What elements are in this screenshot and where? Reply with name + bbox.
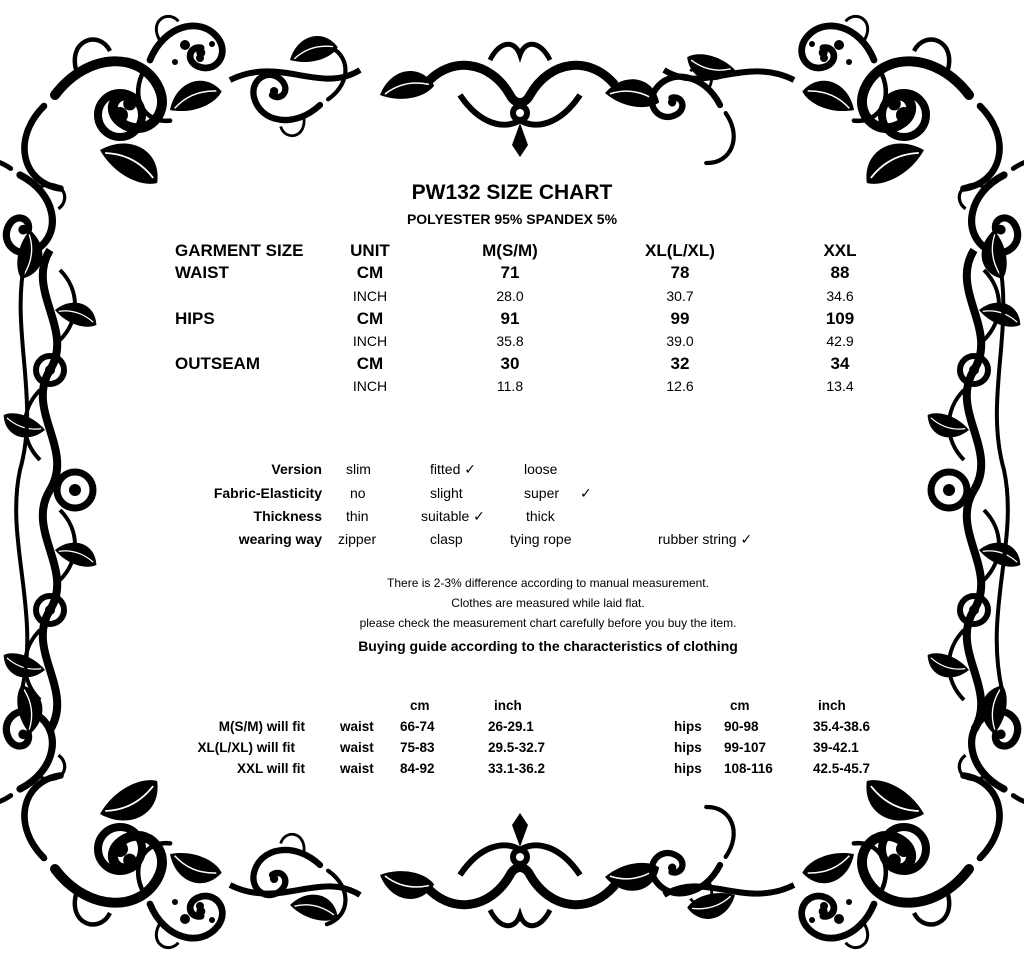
row-label-outseam: OUTSEAM [175,354,260,373]
guide-row-label: XL(L/XL) will fit [197,740,295,755]
note-line: please check the measurement chart carefully before you buy the item. [359,616,737,630]
attr-label-version: Version [271,461,322,477]
attr-option: suitable ✓ [421,508,485,524]
guide-hips-cm: 108-116 [724,761,773,776]
guide-waist-label: waist [340,719,374,734]
material-subtitle: POLYESTER 95% SPANDEX 5% [406,211,618,227]
attr-label-thickness: Thickness [253,508,322,524]
guide-row-label: XXL will fit [236,761,305,776]
hips-cm-xxl: 109 [825,309,855,328]
page-title: PW132 SIZE CHART [411,181,613,204]
outseam-inch-xl: 12.6 [666,378,694,394]
note-line: Clothes are measured while laid flat. [451,596,645,610]
hips-cm-unit: CM [356,309,384,328]
attr-option: fitted ✓ [430,461,476,477]
hips-cm-xl: 99 [670,309,690,328]
guide-hips-label: hips [674,761,702,776]
outseam-cm-m: 30 [500,354,520,373]
attr-label-wearing-way: wearing way [238,531,322,547]
guide-col-cm: cm [730,698,750,713]
hips-cm-m: 91 [500,309,520,328]
note-line: There is 2-3% difference according to manual measurement. [387,576,709,590]
guide-waist-inch: 33.1-36.2 [488,761,546,776]
guide-waist-cm: 75-83 [400,740,435,755]
attr-option: thin [346,508,369,524]
outseam-cm-xl: 32 [670,354,690,373]
guide-hips-cm: 90-98 [724,719,759,734]
attr-option: super [524,485,560,501]
attr-option: zipper [338,531,377,547]
guide-col-inch: inch [818,698,846,713]
outseam-inch-m: 11.8 [496,378,524,394]
waist-inch-xxl: 34.6 [826,288,854,304]
header-size-xl: XL(L/XL) [645,241,715,260]
waist-cm-xxl: 88 [830,263,850,282]
buying-guide-title: Buying guide according to the characteristics of clothing [358,638,738,654]
waist-cm-m: 71 [500,263,520,282]
attr-option: no [350,485,366,501]
guide-waist-inch: 26-29.1 [488,719,534,734]
attr-option: rubber string ✓ [658,531,753,547]
outseam-inch-xxl: 13.4 [826,378,854,394]
waist-cm-xl: 78 [670,263,690,282]
guide-waist-cm: 66-74 [400,719,435,734]
guide-hips-inch: 39-42.1 [813,740,859,755]
guide-hips-label: hips [674,719,702,734]
header-size-m: M(S/M) [482,241,538,260]
waist-inch-m: 28.0 [496,288,524,304]
guide-hips-inch: 42.5-45.7 [813,761,871,776]
header-unit: UNIT [350,241,390,260]
header-size-xxl: XXL [823,241,857,260]
hips-inch-unit: INCH [352,333,388,349]
hips-inch-xxl: 42.9 [826,333,854,349]
guide-waist-inch: 29.5-32.7 [488,740,546,755]
check-icon: ✓ [580,485,592,501]
attr-option: loose [524,461,558,477]
guide-waist-cm: 84-92 [400,761,435,776]
header-garment-size: GARMENT SIZE [175,241,304,260]
guide-waist-label: waist [340,740,374,755]
attr-option: slight [430,485,463,501]
attr-option: tying rope [510,531,572,547]
hips-inch-xl: 39.0 [666,333,694,349]
guide-hips-cm: 99-107 [724,740,767,755]
outseam-cm-unit: CM [356,354,384,373]
guide-row-label: M(S/M) will fit [218,719,305,734]
outseam-inch-unit: INCH [352,378,388,394]
attr-option: thick [526,508,555,524]
guide-waist-label: waist [340,761,374,776]
guide-col-cm: cm [410,698,430,713]
attr-option: clasp [430,531,463,547]
attr-option: slim [346,461,371,477]
outseam-cm-xxl: 34 [830,354,850,373]
attr-label-fabric-elasticity: Fabric-Elasticity [213,485,322,501]
guide-col-inch: inch [494,698,522,713]
waist-inch-unit: INCH [352,288,388,304]
row-label-waist: WAIST [175,263,229,282]
hips-inch-m: 35.8 [496,333,524,349]
guide-hips-label: hips [674,740,702,755]
row-label-hips: HIPS [175,309,215,328]
waist-inch-xl: 30.7 [666,288,694,304]
waist-cm-unit: CM [356,263,384,282]
guide-hips-inch: 35.4-38.6 [813,719,871,734]
